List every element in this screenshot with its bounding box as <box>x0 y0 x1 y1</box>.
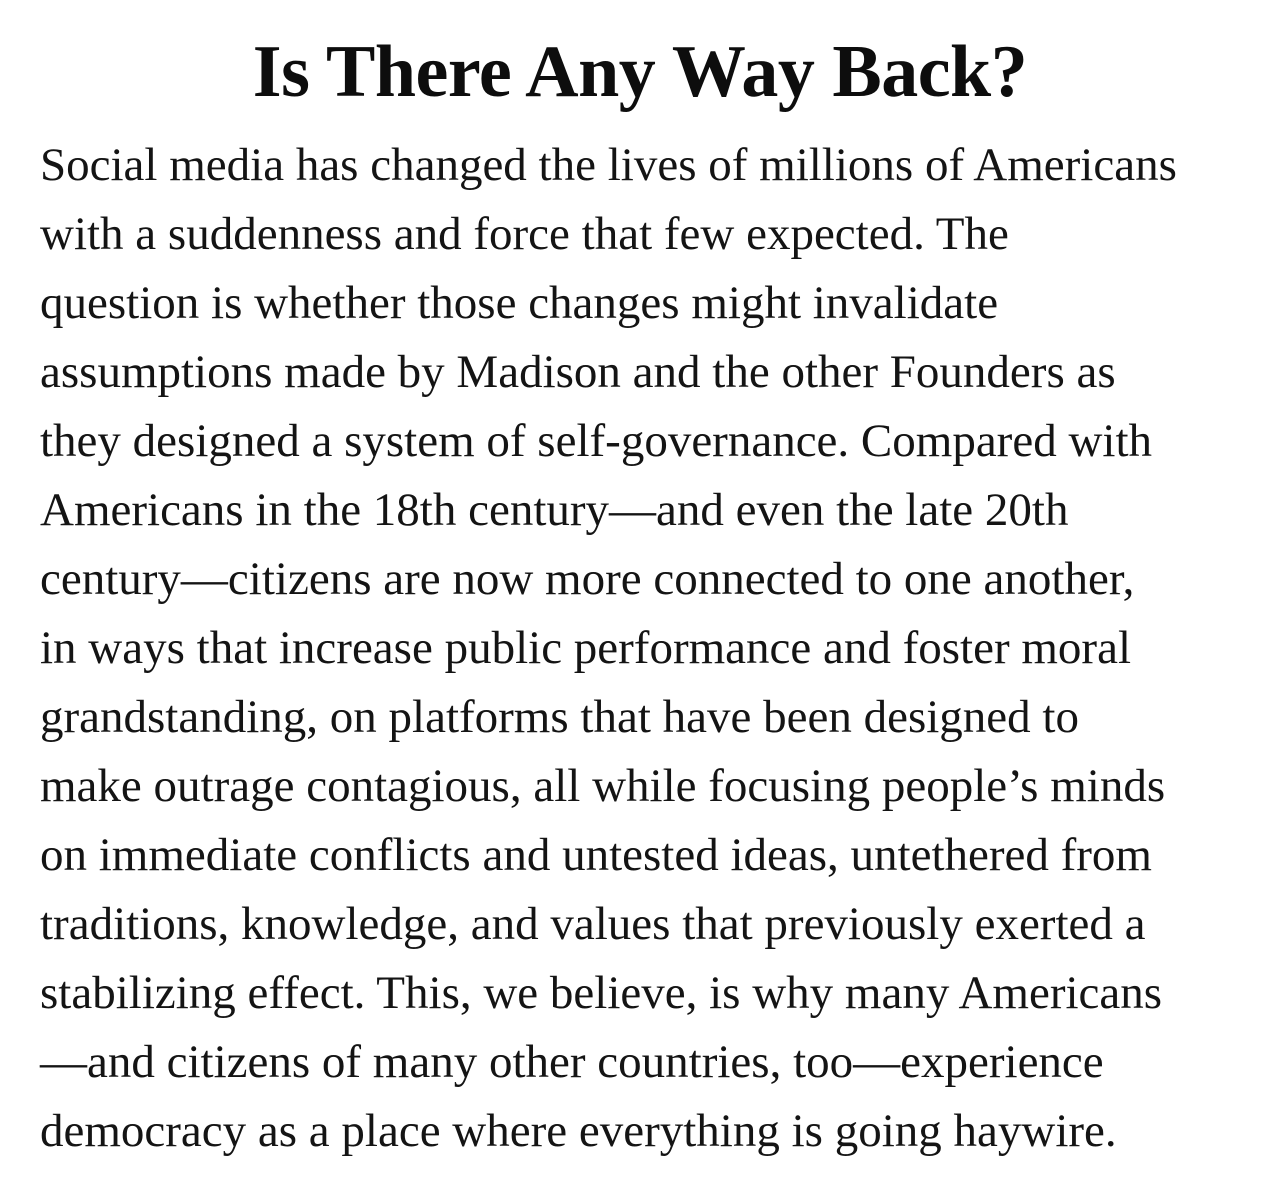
body-line: traditions, knowledge, and values that previously exerted a <box>40 898 1146 950</box>
body-line: they designed a system of self-governance. Compared with <box>40 415 1153 467</box>
body-line: make outrage contagious, all while focusing people’s minds <box>40 760 1166 812</box>
body-line: on immediate conflicts and untested ideas, untethered from <box>40 829 1152 881</box>
body-line: —and citizens of many other countries, too—experience <box>40 1036 1104 1088</box>
article-body <box>40 131 1250 1166</box>
body-line: in ways that increase public performance and foster moral <box>40 622 1132 674</box>
body-line: assumptions made by Madison and the other Founders as <box>40 346 1116 398</box>
body-line: with a suddenness and force that few expected. The <box>40 208 1009 260</box>
article-title: Is There Any Way Back? <box>252 31 1028 113</box>
body-line: question is whether those changes might invalidate <box>40 277 999 329</box>
body-line: democracy as a place where everything is going haywire. <box>40 1105 1117 1157</box>
body-line: century—citizens are now more connected to one another, <box>40 553 1135 605</box>
body-line: Social media has changed the lives of millions of Americans <box>40 139 1177 191</box>
body-line: Americans in the 18th century—and even the late 20th <box>40 484 1069 536</box>
body-line: stabilizing effect. This, we believe, is why many Americans <box>40 967 1163 1019</box>
body-line: grandstanding, on platforms that have been designed to <box>40 691 1079 743</box>
